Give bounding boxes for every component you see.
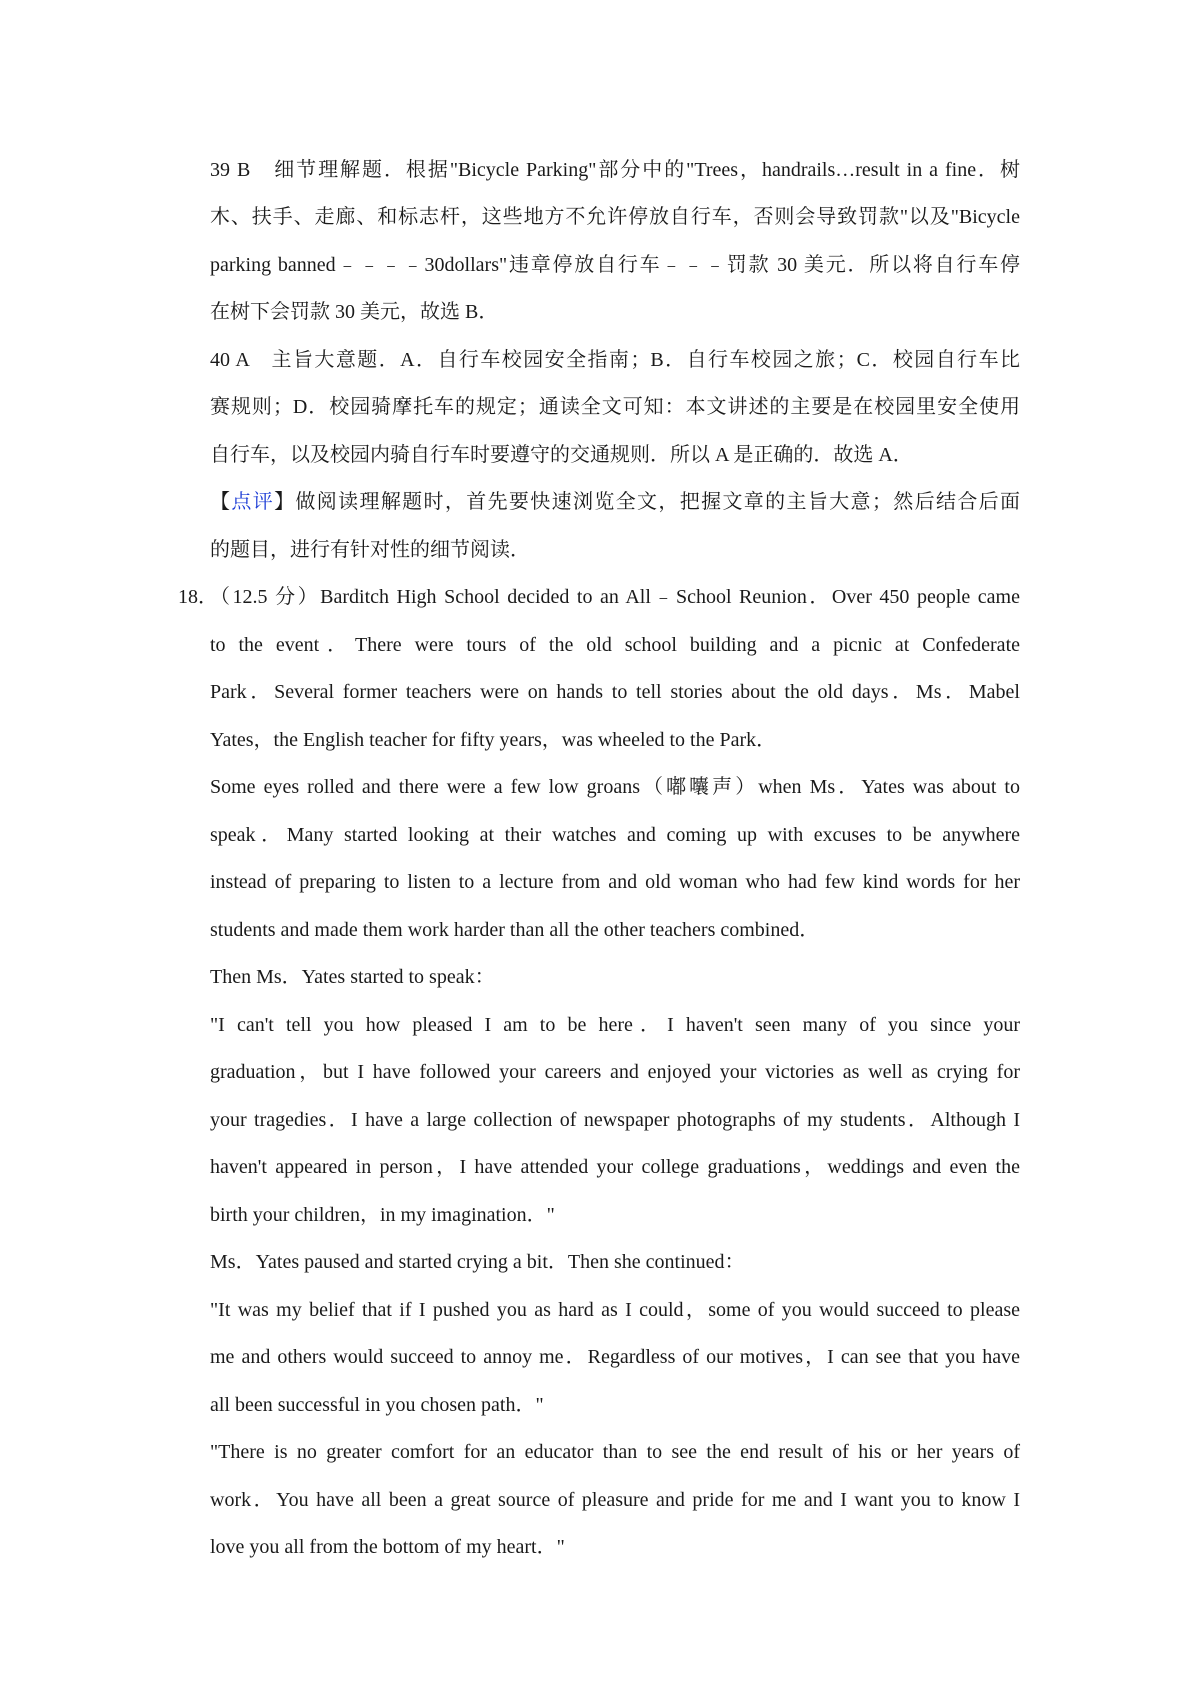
question-line: work．You have all been a great source of pleasure and pride for me and I want you to know I — [210, 1489, 1020, 1511]
explanation-40-line-2: 赛规则；D．校园骑摩托车的规定；通读全文可知：本文讲述的主要是在校园里安全使用 — [210, 396, 1020, 418]
explanation-39-line-3: parking banned﹣﹣﹣﹣30dollars"违章停放自行车﹣﹣﹣罚款 30 美元．所以将自行车停 — [210, 254, 1020, 276]
comment-bracket-open: 【 — [210, 491, 232, 513]
question-line: （12.5 分）Barditch High School decided to an All﹣School Reunion．Over 450 people came — [210, 586, 1020, 608]
explanation-40-line-1: 40 A 主旨大意题．A．自行车校园安全指南；B．自行车校园之旅；C．校园自行车比 — [210, 349, 1020, 371]
question-line: "There is no greater comfort for an educator than to see the end result of his or her years of — [210, 1441, 1020, 1463]
question-line: speak．Many started looking at their watches and coming up with excuses to be anywhere — [210, 824, 1020, 846]
question-line: instead of preparing to listen to a lecture from and old woman who had few kind words for her — [210, 871, 1020, 893]
question-line: Ms．Yates paused and started crying a bit．Then she continued： — [210, 1251, 745, 1273]
question-line: graduation，but I have followed your careers and enjoyed your victories as well as crying for — [210, 1061, 1020, 1083]
question-line: Then Ms．Yates started to speak： — [210, 966, 495, 988]
question-line: "It was my belief that if I pushed you as hard as I could，some of you would succeed to please — [210, 1299, 1020, 1321]
question-line: to the event．There were tours of the old school building and a picnic at Confederate — [210, 634, 1020, 656]
explanation-39-line-4: 在树下会罚款 30 美元，故选 B． — [210, 301, 499, 323]
explanation-39-line-2: 木、扶手、走廊、和标志杆，这些地方不允许停放自行车，否则会导致罚款"以及"Bicycle — [210, 206, 1020, 228]
question-line: all been successful in you chosen path．" — [210, 1394, 544, 1416]
question-line: haven't appeared in person，I have attended your college graduations，weddings and even the — [210, 1156, 1020, 1178]
question-line: students and made them work harder than all the other teachers combined． — [210, 919, 820, 941]
question-line: me and others would succeed to annoy me．Regardless of our motives，I can see that you have — [210, 1346, 1020, 1368]
comment-text: 做阅读理解题时，首先要快速浏览全文，把握文章的主旨大意；然后结合后面 — [295, 491, 1021, 513]
comment-line-1 — [210, 488, 1020, 516]
question-line: birth your children，in my imagination．" — [210, 1204, 555, 1226]
comment-line-2: 的题目，进行有针对性的细节阅读． — [210, 539, 530, 561]
question-line: "I can't tell you how pleased I am to be here．I haven't seen many of you since your — [210, 1014, 1020, 1036]
question-line: love you all from the bottom of my heart．" — [210, 1536, 565, 1558]
question-line: Park．Several former teachers were on hands to tell stories about the old days．Ms．Mabel — [210, 681, 1020, 703]
explanation-40-line-3: 自行车，以及校园内骑自行车时要遵守的交通规则．所以 A 是正确的．故选 A． — [210, 444, 913, 466]
question-line: Yates，the English teacher for fifty years，was wheeled to the Park． — [210, 729, 777, 751]
question-number: 18． — [178, 586, 218, 608]
comment-tag: 点评 — [231, 491, 275, 513]
comment-bracket-close: 】 — [274, 491, 296, 513]
question-line: Some eyes rolled and there were a few low groans（嘟囔声）when Ms．Yates was about to — [210, 776, 1020, 798]
question-line: your tragedies．I have a large collection of newspaper photographs of my students．Although I — [210, 1109, 1020, 1131]
explanation-39-line-1: 39 B 细节理解题．根据"Bicycle Parking"部分中的"Trees，handrails…result in a fine．树 — [210, 159, 1020, 181]
